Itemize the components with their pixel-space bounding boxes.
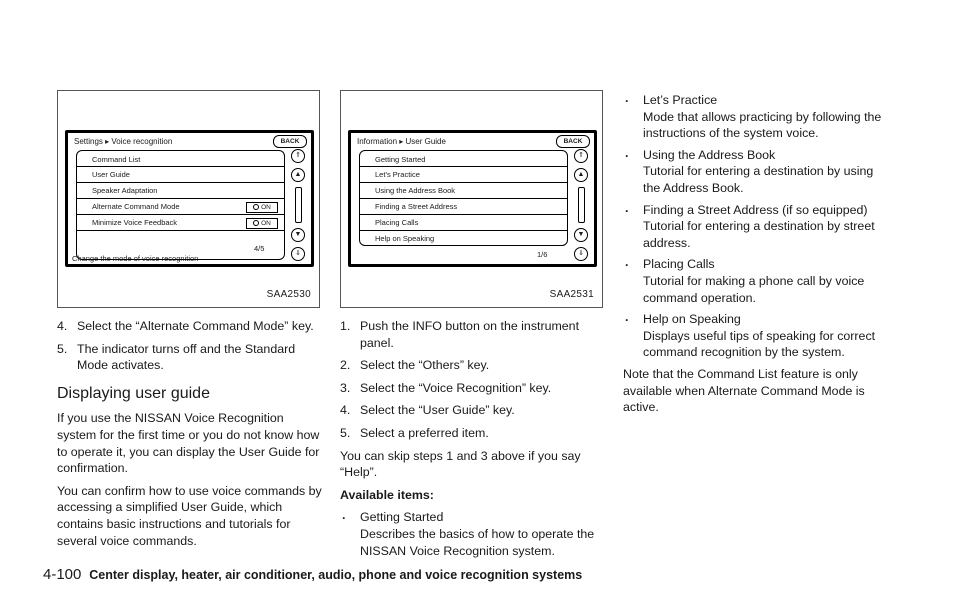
page-indicator: 4/5 xyxy=(254,244,265,253)
bullet-icon: . xyxy=(625,255,629,270)
page-down-icon[interactable]: ⇓ xyxy=(574,247,588,261)
page-number: 4-100 xyxy=(43,566,82,583)
column-1 xyxy=(57,318,323,555)
note-text: Note that the Command List feature is only available when Alternate Command Mode is active. xyxy=(623,366,865,415)
figure-user-guide xyxy=(340,90,603,308)
list-item: . Getting Started xyxy=(342,508,444,525)
scroll-controls xyxy=(572,149,590,266)
scroll-down-icon[interactable]: ▼ xyxy=(291,228,305,242)
step-item: 3. Select the “Voice Recognition” key. xyxy=(340,380,552,395)
screen-header: Information ▸ User Guide xyxy=(357,137,446,146)
step-item: 2. Select the “Others” key. xyxy=(340,358,490,373)
list-item-description: Tutorial for entering a destination by street address. xyxy=(643,219,875,250)
menu-item-alternate-command-mode[interactable]: Alternate Command Mode ON xyxy=(77,199,284,215)
column-3 xyxy=(623,92,888,422)
page-up-icon[interactable]: ⇑ xyxy=(574,149,588,163)
page-indicator: 1/6 xyxy=(537,250,548,259)
list-item: . Let’s Practice xyxy=(625,91,718,107)
menu-item-placing-calls[interactable]: Placing Calls xyxy=(360,215,567,231)
screen-user-guide xyxy=(348,130,597,267)
menu-item-help-on-speaking[interactable]: Help on Speaking xyxy=(375,234,435,243)
bullet-icon: . xyxy=(625,200,629,215)
figure-code: SAA2530 xyxy=(266,289,311,300)
back-button[interactable]: BACK xyxy=(273,135,307,148)
step-item: 5. The indicator turns off and the Standard Mode activates. xyxy=(57,341,296,373)
scrollbar[interactable] xyxy=(578,187,585,223)
page-up-icon[interactable]: ⇑ xyxy=(291,149,305,163)
scroll-controls xyxy=(289,149,307,266)
scroll-down-icon[interactable]: ▼ xyxy=(574,228,588,242)
step-item: 5. Select a preferred item. xyxy=(340,425,489,440)
page-down-icon[interactable]: ⇓ xyxy=(291,247,305,261)
menu-item-getting-started[interactable]: Getting Started xyxy=(360,151,567,167)
scrollbar[interactable] xyxy=(295,187,302,223)
screen-voice-recognition xyxy=(65,130,314,267)
page-footer xyxy=(43,566,582,583)
bullet-icon: . xyxy=(625,91,629,105)
available-items-label: Available items: xyxy=(340,487,434,502)
note-text: You can skip steps 1 and 3 above if you say “Help”. xyxy=(340,448,581,480)
list-item-description: Describes the basics of how to operate the NISSAN Voice Recognition system. xyxy=(360,526,595,558)
section-title: Center display, heater, air conditioner, audio, phone and voice recognition systems xyxy=(89,568,583,582)
menu-item-using-address-book[interactable]: Using the Address Book xyxy=(360,183,567,199)
column-2 xyxy=(340,318,606,564)
screen-status-text: Change the mode of voice recognition xyxy=(72,254,199,263)
list-item: . Finding a Street Address (if so equipped) xyxy=(625,200,868,217)
figure-code: SAA2531 xyxy=(549,289,594,300)
bullet-icon: . xyxy=(625,145,629,160)
screen-header: Settings ▸ Voice recognition xyxy=(74,137,173,146)
figure-voice-recognition-settings xyxy=(57,90,320,308)
bullet-icon: . xyxy=(342,508,346,523)
list-item-description: Tutorial for making a phone call by voice command operation. xyxy=(643,273,865,305)
indicator-icon xyxy=(253,204,259,210)
list-item: . Help on Speaking xyxy=(625,310,741,327)
menu-item-command-list[interactable]: Command List xyxy=(77,151,284,167)
indicator-icon xyxy=(253,220,259,226)
list-item-description: Mode that allows practicing by following the instructions of the system voice. xyxy=(643,109,882,141)
menu-item-minimize-voice-feedback[interactable]: Minimize Voice Feedback ON xyxy=(77,215,284,231)
paragraph: You can confirm how to use voice commands by accessing a simplified User Guide, which contains basic instructions and tutorials for several voice commands. xyxy=(57,483,322,548)
section-heading: Displaying user guide xyxy=(57,384,210,402)
step-item: 1. Push the INFO button on the instrument panel. xyxy=(340,319,580,350)
paragraph: If you use the NISSAN Voice Recognition system for the first time or you do not know how to operate it, you can display the User Guide for confirmation. xyxy=(57,411,320,476)
list-item: . Using the Address Book xyxy=(625,145,776,162)
list-item-description: Displays useful tips of speaking for correct command recognition by the system. xyxy=(643,328,876,360)
menu-item-user-guide[interactable]: User Guide xyxy=(77,167,284,183)
step-item: 4. Select the “User Guide” key. xyxy=(340,403,515,418)
step-item: 4. Select the “Alternate Command Mode” key. xyxy=(57,319,314,333)
scroll-up-icon[interactable]: ▲ xyxy=(574,168,588,182)
toggle-alternate-command-mode[interactable]: ON xyxy=(246,202,278,213)
menu-item-speaker-adaptation[interactable]: Speaker Adaptation xyxy=(77,183,284,199)
list-item: . Placing Calls xyxy=(625,255,715,272)
list-item-description: Tutorial for entering a destination by using the Address Book. xyxy=(643,164,874,195)
scroll-up-icon[interactable]: ▲ xyxy=(291,168,305,182)
menu-item-finding-street-address[interactable]: Finding a Street Address xyxy=(360,199,567,215)
bullet-icon: . xyxy=(625,310,629,325)
toggle-minimize-voice-feedback[interactable]: ON xyxy=(246,218,278,229)
menu-item-lets-practice[interactable]: Let’s Practice xyxy=(360,167,567,183)
menu-list xyxy=(359,150,568,246)
back-button[interactable]: BACK xyxy=(556,135,590,148)
